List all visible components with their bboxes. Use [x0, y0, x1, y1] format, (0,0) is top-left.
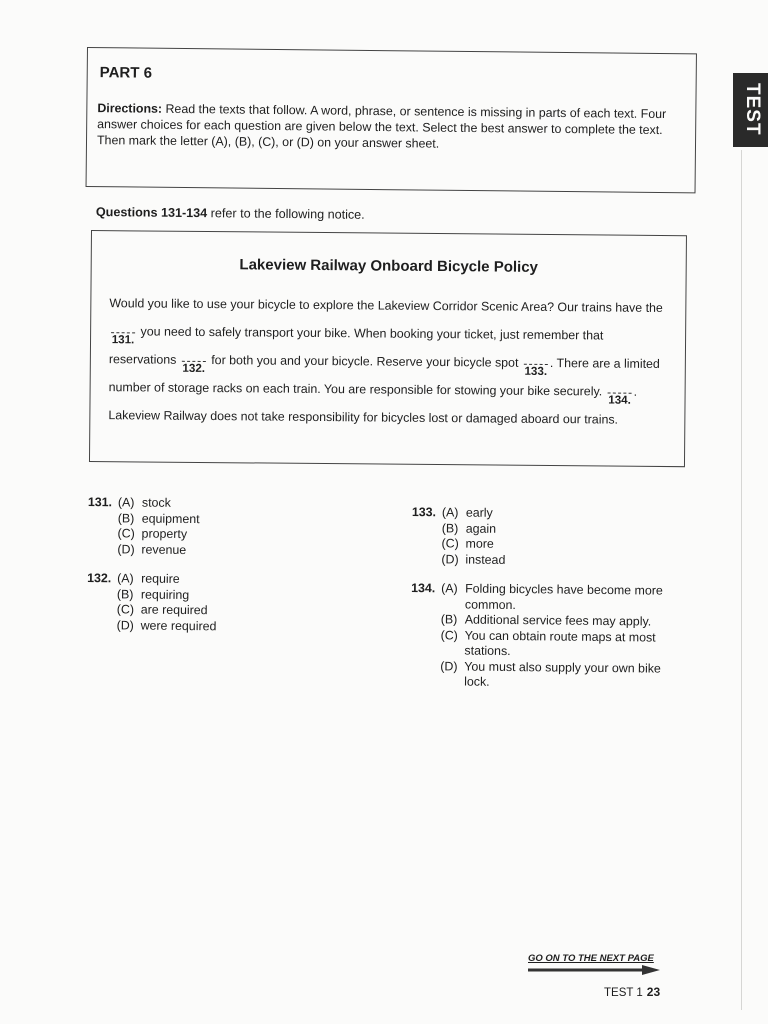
answer-option-a[interactable]: (A) Folding bicycles have become more common. — [441, 581, 663, 612]
question-134 — [410, 581, 681, 692]
page-number: 23 — [646, 985, 661, 999]
part-title: PART 6 — [99, 64, 153, 82]
question-number: 133. — [411, 505, 437, 520]
answer-option-c[interactable]: (C) more — [441, 536, 494, 551]
question-133 — [411, 505, 682, 570]
answer-option-d[interactable]: (D) You must also supply your own bike lock. — [440, 658, 661, 689]
directions-body: Read the texts that follow. A word, phrase, or sentence is missing in parts of each text. Four answer choices for each question are given below the text. Select the best answer to complete the text. Then mark the letter (A), (B), (C), or (D) on your answer sheet. — [96, 101, 667, 151]
questions-left-column — [86, 495, 308, 649]
answer-option-c[interactable]: (C) property — [117, 526, 188, 542]
notice-sentence-1: Would you like to use your bicycle to explore the Lakeview Corridor Scenic Area? Our trains have the — [109, 296, 663, 315]
test-side-tab — [733, 73, 768, 147]
blank-133-number: 133. — [524, 364, 548, 378]
answer-option-b[interactable]: (B) Additional service fees may apply. — [440, 612, 652, 629]
notice-sentence-3: for both you and your bicycle. Reserve your bicycle spot — [211, 353, 519, 370]
answer-option-c[interactable]: (C) are required — [116, 602, 208, 618]
next-page-text: GO ON TO THE NEXT PAGE — [528, 953, 654, 964]
answer-option-a[interactable]: (A) require — [117, 571, 180, 586]
blank-134 — [608, 393, 632, 407]
blank-132 — [182, 361, 206, 376]
questions-range: Questions 131-134 — [95, 205, 208, 221]
question-131 — [87, 495, 308, 559]
next-page-label — [528, 953, 654, 964]
questions-intro-rest: refer to the following notice. — [207, 206, 365, 222]
notice-body — [108, 289, 665, 434]
answer-option-a[interactable]: (A) stock — [117, 495, 171, 510]
answer-option-d[interactable]: (D) instead — [441, 551, 506, 567]
directions-label: Directions: — [97, 101, 163, 116]
notice-sentence-2: you need to safely transport your bike. When booking your ticket, just remember that reservations — [108, 324, 604, 367]
notice-box — [89, 230, 687, 467]
arrow-right-icon — [528, 965, 660, 975]
question-132 — [87, 571, 308, 635]
blank-133 — [524, 364, 548, 378]
part-directions-box — [86, 47, 697, 193]
answer-option-a[interactable]: (A) early — [441, 505, 493, 520]
answer-option-c[interactable]: (C) You can obtain route maps at most stations. — [440, 627, 656, 659]
question-number: 132. — [87, 570, 112, 586]
notice-sentence-4: . There are a limited number of storage racks on each train. You are responsible for stowing your bike securely. — [108, 356, 660, 399]
page-footer — [604, 985, 660, 999]
questions-right-column — [410, 505, 682, 706]
blank-134-number: 134. — [608, 393, 631, 407]
answer-option-d[interactable]: (D) were required — [116, 617, 217, 633]
blank-131-number: 131. — [111, 333, 135, 347]
question-number: 134. — [411, 580, 436, 596]
question-number: 131. — [87, 495, 113, 510]
page-edge-divider — [741, 150, 742, 1010]
directions-text — [97, 100, 687, 154]
answer-option-d[interactable]: (D) revenue — [117, 541, 187, 557]
questions-intro — [96, 205, 365, 222]
side-tab-text: TEST — [742, 83, 763, 136]
notice-sentence-5: . Lakeview Railway does not take responsibility for bicycles lost or damaged aboard our trains. — [108, 384, 638, 427]
test-label: TEST 1 — [604, 987, 643, 999]
answer-option-b[interactable]: (B) equipment — [117, 510, 200, 526]
blank-132-number: 132. — [182, 361, 206, 376]
answer-option-b[interactable]: (B) again — [441, 520, 497, 536]
notice-title: Lakeview Railway Onboard Bicycle Policy — [239, 256, 538, 276]
blank-131 — [111, 332, 135, 347]
answer-option-b[interactable]: (B) requiring — [116, 586, 190, 602]
